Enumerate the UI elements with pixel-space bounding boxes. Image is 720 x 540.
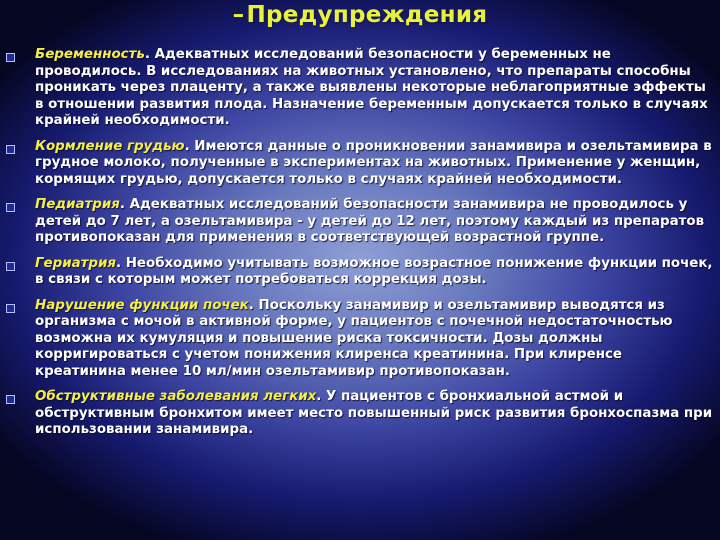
list-item-obstructive [0,389,720,439]
item-term: Нарушение функции почек [35,297,249,313]
title-dash: – [232,2,245,28]
list-item-pregnancy [0,47,720,130]
list-item-renal [0,298,720,381]
square-bullet-icon [6,262,15,271]
list-item-text [35,256,714,289]
list-item-text [35,47,714,130]
list-item-text [35,197,714,247]
list-item-text [35,389,714,439]
item-body: . Имеются данные о проникновении занамивира и озельтамивира в грудное молоко, полученные в экспериментах на животных. Применение у женщин, кормящих грудью, допускается только в случаях крайней необходимости. [35,138,712,187]
item-term: Кормление грудью [35,138,185,154]
list-item-breastfeeding [0,139,720,189]
item-term: Обструктивные заболевания легких [35,389,317,404]
list-item-text [35,139,714,189]
slide-title [0,2,720,28]
item-body: . У пациентов с бронхиальной астмой и обструктивным бронхитом имеет место повышенный риск развития бронхоспазма при использовании занамивира. [35,389,713,437]
item-body: . Необходимо учитывать возможное возрастное понижение функции почек, в связи с которым может потребоваться коррекция дозы. [35,255,713,287]
item-body: . Адекватных исследований безопасности у беременных не проводилось. В исследованиях на животных установлено, что препараты способны проникать через плаценту, а также выявлены некоторые неблагоприятные эффекты в отношении развития плода. Назначение беременным допускается только в случаях крайней необходимости. [35,47,708,128]
warnings-list [0,47,720,448]
list-item-geriatrics [0,256,720,289]
item-term: Беременность [35,47,145,62]
square-bullet-icon [6,145,15,154]
list-item-text [35,298,714,381]
square-bullet-icon [6,53,15,62]
item-term: Гериатрия [35,255,116,271]
square-bullet-icon [6,395,15,404]
title-text: Предупреждения [246,2,488,28]
item-body: . Адекватных исследований безопасности занамивира не проводилось у детей до 7 лет, а озельтамивира - у детей до 12 лет, поэтому каждый из препаратов противопоказан для применения в соответствующей возрастной группе. [35,197,705,245]
square-bullet-icon [6,304,15,313]
item-term: Педиатрия [35,197,120,212]
list-item-pediatrics [0,197,720,247]
square-bullet-icon [6,203,15,212]
item-body: . Поскольку занамивир и озельтамивир выводятся из организма с мочой в активной форме, у пациентов с почечной недостаточностью возможна их кумуляция и повышение риска токсичности. Дозы должны корригироваться с учетом понижения клиренса креатинина. При клиренсе креатинина менее 10 мл/мин озельтамивир противопоказан. [35,297,673,379]
